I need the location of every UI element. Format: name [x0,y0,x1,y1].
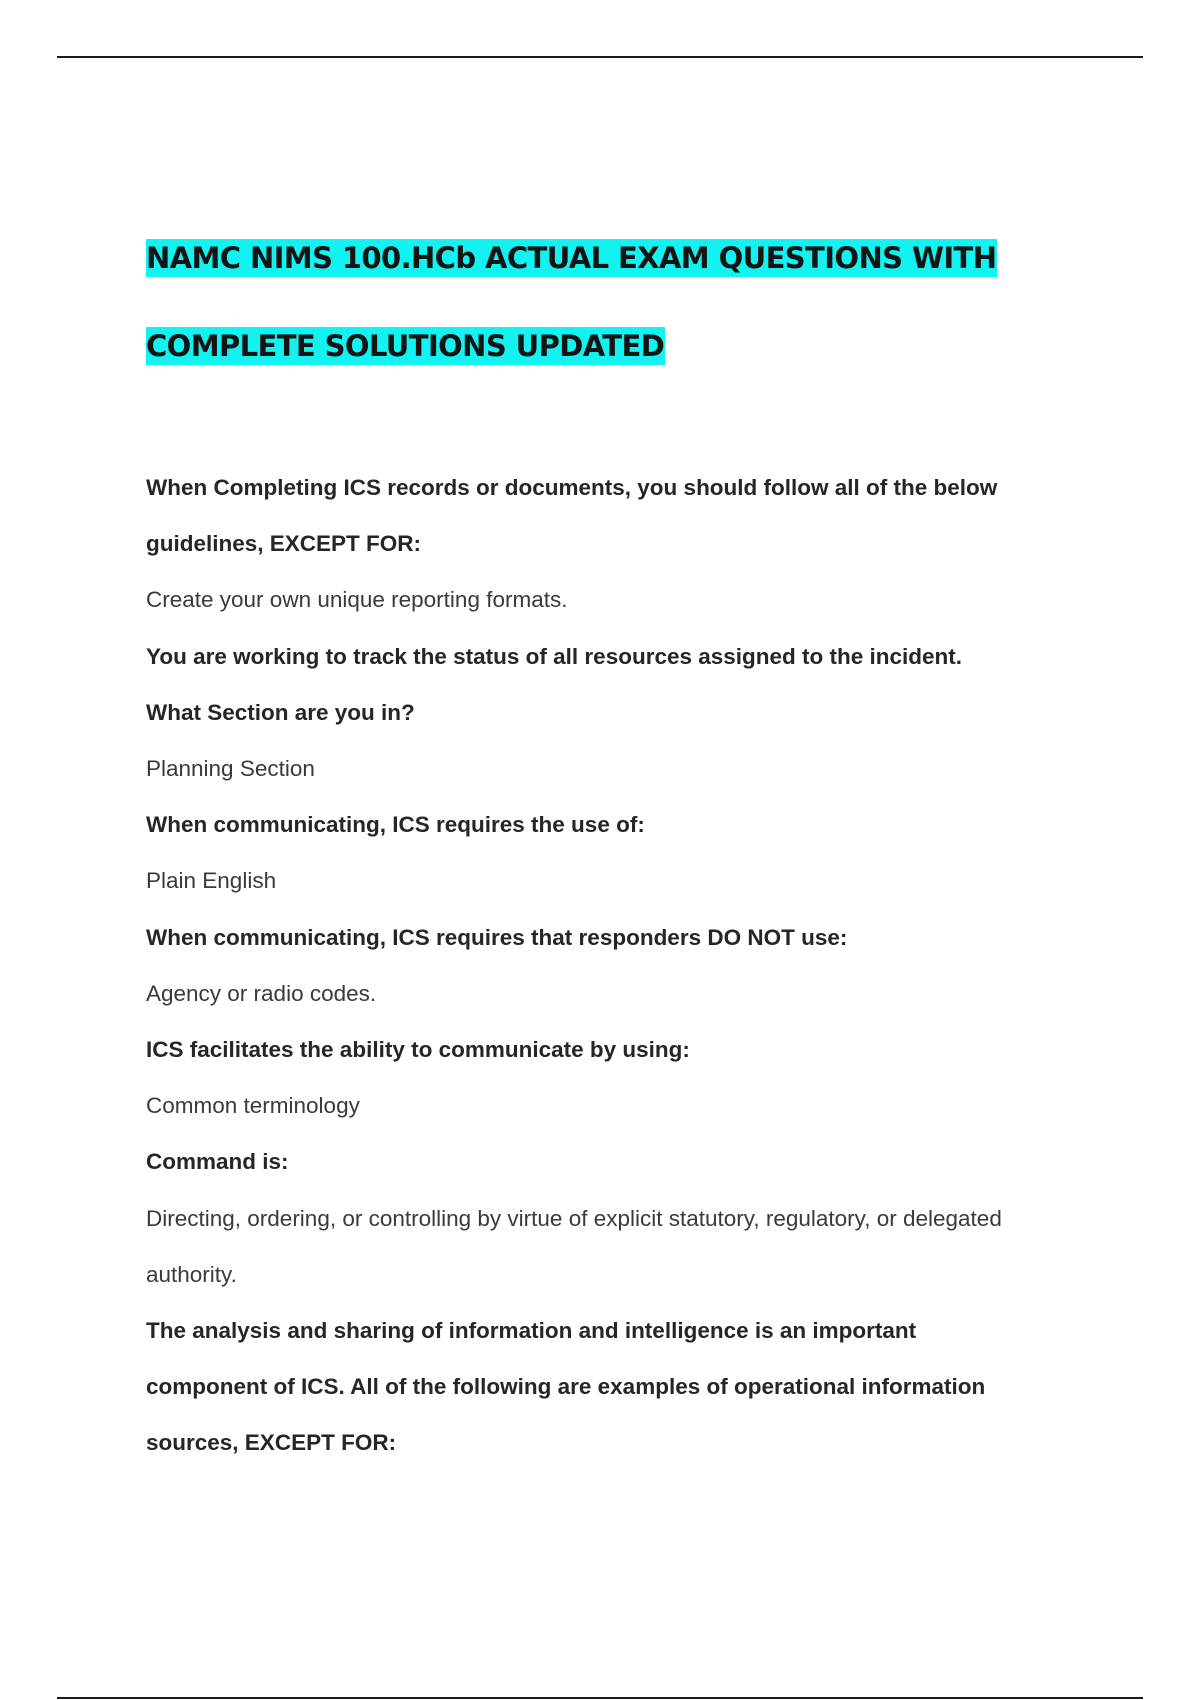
question-5: ICS facilitates the ability to communicate by using: [146,1037,690,1063]
question-2-line-2: What Section are you in? [146,699,415,725]
question-7-line-3: sources, EXCEPT FOR: [146,1430,397,1456]
document-title-line-1: NAMC NIMS 100.HCb ACTUAL EXAM QUESTIONS WITH [146,241,997,275]
question-4: When communicating, ICS requires that responders DO NOT use: [146,924,848,950]
answer-1: Create your own unique reporting formats. [146,587,568,613]
question-6: Command is: [146,1149,289,1175]
answer-2: Planning Section [146,756,315,782]
question-1-line-1: When Completing ICS records or documents, you should follow all of the below [146,475,998,500]
bottom-rule [57,1697,1143,1699]
question-2-line-1: You are working to track the status of all resources assigned to the incident. [146,643,963,669]
top-rule [57,56,1143,58]
answer-3: Plain English [146,868,277,894]
question-answer-list [146,460,1086,1472]
question-7-line-2: component of ICS. All of the following are examples of operational information [146,1374,986,1400]
question-3: When communicating, ICS requires the use of: [146,812,645,838]
answer-6-line-2: authority. [146,1261,237,1287]
question-1-line-2: guidelines, EXCEPT FOR: [146,531,422,557]
document-title-line-2: COMPLETE SOLUTIONS UPDATED [146,329,665,363]
answer-5: Common terminology [146,1093,360,1119]
question-7-line-1: The analysis and sharing of information and intelligence is an important [146,1318,917,1344]
answer-4: Agency or radio codes. [146,980,377,1006]
answer-6-line-1: Directing, ordering, or controlling by virtue of explicit statutory, regulatory, or delegated [146,1205,1002,1231]
